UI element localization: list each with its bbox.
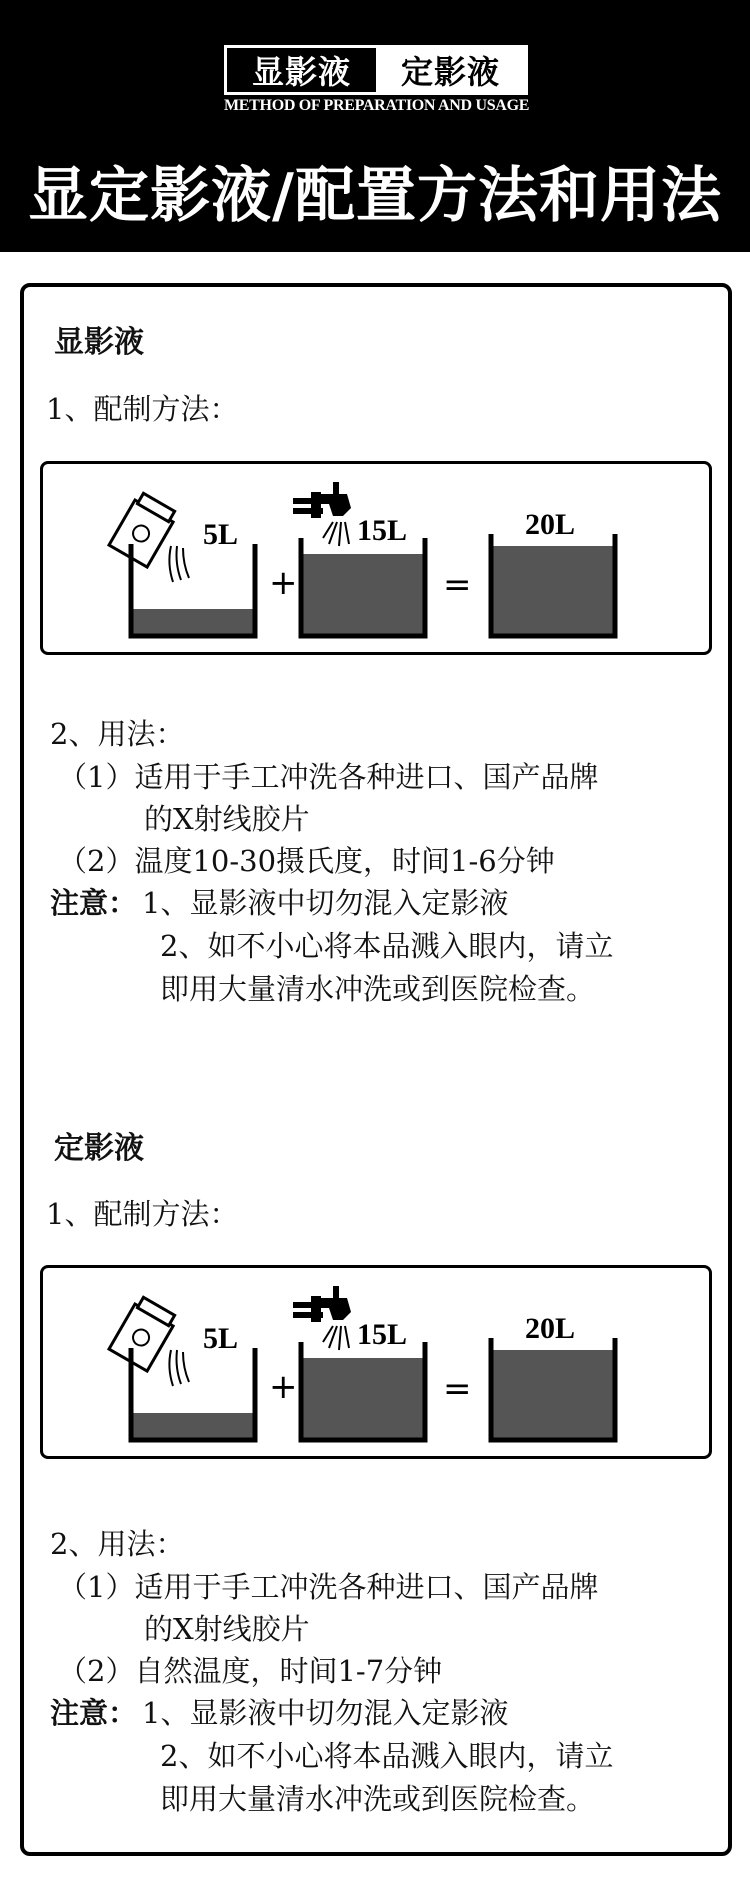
mixing-illustration bbox=[43, 464, 709, 652]
developer-note-label: 注意： bbox=[50, 886, 138, 920]
header-banner bbox=[0, 0, 750, 252]
pouring-bottle-icon bbox=[109, 491, 178, 567]
fixer-title: 定影液 bbox=[54, 1131, 144, 1166]
fixer-note-label: 注意： bbox=[50, 1696, 138, 1730]
instruction-card bbox=[20, 283, 732, 1856]
fixer-usage-1-cont: 的X射线胶片 bbox=[144, 1612, 310, 1646]
label-water: 15L bbox=[357, 1318, 408, 1351]
water-faucet-icon bbox=[293, 482, 351, 546]
developer-note-2-cont: 即用大量清水冲洗或到医院检查。 bbox=[160, 972, 596, 1006]
plus-sign: + bbox=[269, 1367, 298, 1407]
container-2 bbox=[301, 538, 425, 636]
fixer-note-2: 2、如不小心将本品溅入眼内，请立 bbox=[160, 1739, 614, 1773]
label-liquid-a: 5L bbox=[203, 518, 239, 551]
developer-note-1: 1、显影液中切勿混入定影液 bbox=[142, 886, 509, 920]
label-liquid-a: 5L bbox=[203, 1322, 239, 1355]
pouring-bottle-icon bbox=[109, 1295, 178, 1371]
developer-note-2: 2、如不小心将本品溅入眼内，请立 bbox=[160, 929, 614, 963]
developer-usage-2: （2）温度10-30摄氏度，时间1-6分钟 bbox=[58, 844, 555, 878]
fixer-mixing-diagram bbox=[40, 1265, 712, 1459]
equals-sign: = bbox=[443, 1369, 472, 1409]
developer-mixing-diagram bbox=[40, 461, 712, 655]
equals-sign: = bbox=[443, 565, 472, 605]
mixing-illustration bbox=[43, 1268, 709, 1456]
label-water: 15L bbox=[357, 514, 408, 547]
water-faucet-icon bbox=[293, 1286, 351, 1350]
container-2 bbox=[301, 1342, 425, 1440]
fixer-note-1: 1、显影液中切勿混入定影液 bbox=[142, 1696, 509, 1730]
developer-title: 显影液 bbox=[54, 325, 144, 360]
fixer-prep-heading: 1、配制方法： bbox=[46, 1197, 239, 1231]
label-result: 20L bbox=[525, 1312, 576, 1345]
badge-fixer: 定影液 bbox=[376, 48, 525, 92]
title-badge bbox=[224, 45, 528, 95]
container-3 bbox=[491, 1338, 615, 1440]
plus-sign: + bbox=[269, 563, 298, 603]
label-result: 20L bbox=[525, 508, 576, 541]
developer-usage-heading: 2、用法： bbox=[50, 717, 185, 751]
fixer-usage-1: （1）适用于手工冲洗各种进口、国产品牌 bbox=[58, 1570, 599, 1604]
container-3 bbox=[491, 534, 615, 636]
fixer-usage-2: （2）自然温度，时间1-7分钟 bbox=[58, 1654, 443, 1688]
badge-developer: 显影液 bbox=[227, 48, 376, 92]
header-subtitle: METHOD OF PREPARATION AND USAGE bbox=[224, 97, 530, 114]
fixer-note-2-cont: 即用大量清水冲洗或到医院检查。 bbox=[160, 1782, 596, 1816]
developer-usage-1: （1）适用于手工冲洗各种进口、国产品牌 bbox=[58, 760, 599, 794]
developer-prep-heading: 1、配制方法： bbox=[46, 392, 239, 426]
developer-usage-1-cont: 的X射线胶片 bbox=[144, 802, 310, 836]
page-title: 显定影液/配置方法和用法 bbox=[28, 161, 722, 231]
fixer-usage-heading: 2、用法： bbox=[50, 1527, 185, 1561]
